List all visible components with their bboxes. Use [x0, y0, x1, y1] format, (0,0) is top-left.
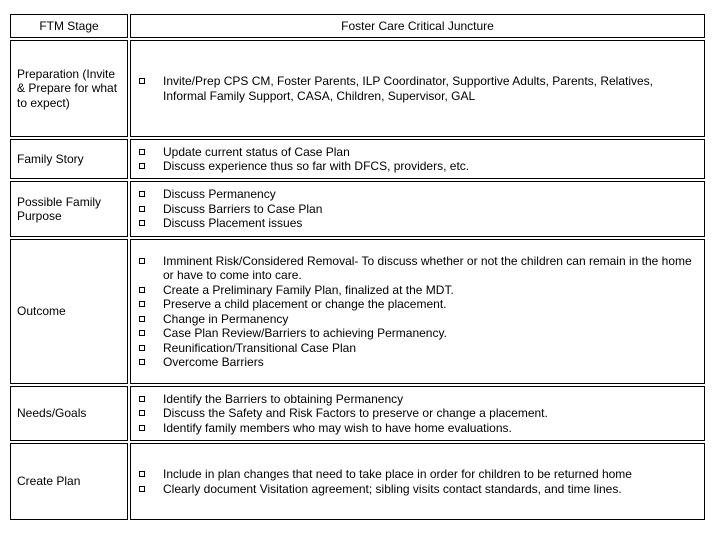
list-item-text: Clearly document Visitation agreement; sibling visits contact standards, and time lines.: [163, 481, 622, 496]
list-item: [135, 145, 696, 160]
ftm-table-wrapper: [8, 12, 707, 522]
list-item-text: Update current status of Case Plan: [163, 144, 350, 159]
list-item-text: Discuss Barriers to Case Plan: [163, 201, 323, 216]
list-item: [135, 312, 696, 327]
checkbox-bullet-icon: [139, 258, 145, 264]
stage-cell: Outcome: [10, 239, 128, 384]
juncture-cell: [130, 239, 705, 384]
checkbox-bullet-icon: [139, 316, 145, 322]
checkbox-bullet-icon: [139, 301, 145, 307]
checkbox-bullet-icon: [139, 396, 145, 402]
list-item: [135, 406, 696, 421]
table-row: [10, 443, 705, 520]
table-row: [10, 239, 705, 384]
checkbox-bullet-icon: [139, 410, 145, 416]
list-item: [135, 482, 696, 497]
juncture-cell: [130, 386, 705, 441]
list-item-text: Reunification/Transitional Case Plan: [163, 340, 356, 355]
list-item: [135, 341, 696, 356]
header-row: [10, 14, 705, 38]
list-item: [135, 187, 696, 202]
list-item: [135, 74, 696, 103]
stage-cell: Create Plan: [10, 443, 128, 520]
stage-cell: Preparation (Invite & Prepare for what to expect): [10, 40, 128, 137]
juncture-list: [135, 254, 696, 370]
table-row: [10, 40, 705, 137]
checkbox-bullet-icon: [139, 359, 145, 365]
checkbox-bullet-icon: [139, 206, 145, 212]
table-row: [10, 386, 705, 441]
juncture-list: [135, 74, 696, 103]
list-item: [135, 326, 696, 341]
list-item: [135, 467, 696, 482]
stage-column-header: FTM Stage: [10, 14, 128, 38]
list-item-text: Create a Preliminary Family Plan, finalized at the MDT.: [163, 282, 454, 297]
list-item-text: Overcome Barriers: [163, 355, 264, 369]
list-item: [135, 202, 696, 217]
list-item: [135, 283, 696, 298]
checkbox-bullet-icon: [139, 149, 145, 155]
list-item-text: Discuss the Safety and Risk Factors to preserve or change a placement.: [163, 406, 548, 421]
list-item: [135, 392, 696, 407]
juncture-cell: [130, 181, 705, 237]
juncture-list: [135, 145, 696, 174]
checkbox-bullet-icon: [139, 425, 145, 431]
table-row: [10, 139, 705, 179]
list-item-text: Identify the Barriers to obtaining Permanency: [163, 391, 404, 406]
juncture-list: [135, 467, 696, 496]
juncture-cell: [130, 139, 705, 179]
list-item: [135, 297, 696, 312]
checkbox-bullet-icon: [139, 471, 145, 477]
checkbox-bullet-icon: [139, 220, 145, 226]
checkbox-bullet-icon: [139, 486, 145, 492]
list-item-text: Identify family members who may wish to have home evaluations.: [163, 420, 512, 435]
list-item: [135, 254, 696, 283]
list-item: [135, 421, 696, 436]
list-item-text: Change in Permanency: [163, 311, 289, 326]
checkbox-bullet-icon: [139, 191, 145, 197]
list-item-text: Preserve a child placement or change the placement.: [163, 297, 447, 311]
list-item: [135, 159, 696, 174]
juncture-list: [135, 392, 696, 436]
stage-cell: Family Story: [10, 139, 128, 179]
juncture-cell: [130, 443, 705, 520]
list-item-text: Invite/Prep CPS CM, Foster Parents, ILP Coordinator, Supportive Adults, Parents, Relatives, Informal Family Support, CASA, Children, Supervisor, GAL: [163, 74, 654, 103]
checkbox-bullet-icon: [139, 78, 145, 84]
list-item-text: Case Plan Review/Barriers to achieving Permanency.: [163, 326, 447, 340]
list-item-text: Include in plan changes that need to take place in order for children to be returned home: [163, 467, 632, 481]
list-item-text: Discuss experience thus so far with DFCS, providers, etc.: [163, 159, 470, 173]
list-item: [135, 216, 696, 231]
stage-cell: Needs/Goals: [10, 386, 128, 441]
juncture-column-header: Foster Care Critical Juncture: [130, 14, 705, 38]
list-item-text: Discuss Permanency: [163, 187, 276, 202]
checkbox-bullet-icon: [139, 287, 145, 293]
table-row: [10, 181, 705, 237]
stage-cell: Possible Family Purpose: [10, 181, 128, 237]
juncture-list: [135, 187, 696, 231]
ftm-table: [8, 12, 707, 522]
list-item-text: Imminent Risk/Considered Removal- To discuss whether or not the children can remain in the home or have to come into care.: [163, 253, 692, 282]
list-item-text: Discuss Placement issues: [163, 216, 303, 231]
checkbox-bullet-icon: [139, 163, 145, 169]
checkbox-bullet-icon: [139, 330, 145, 336]
juncture-cell: [130, 40, 705, 137]
checkbox-bullet-icon: [139, 345, 145, 351]
list-item: [135, 355, 696, 370]
